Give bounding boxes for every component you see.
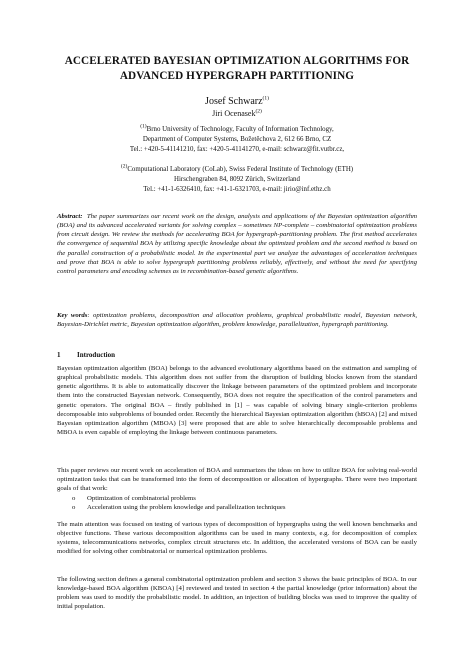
list-item <box>72 503 412 512</box>
affiliation-1-mark: (1) <box>140 123 147 130</box>
keywords <box>57 311 417 329</box>
goal-list <box>72 494 412 512</box>
bullet-mark: o <box>72 504 76 512</box>
author-list <box>0 95 474 119</box>
list-item-text: Acceleration using the problem knowledge and parallelization techniques <box>87 504 286 512</box>
title-line-2: ADVANCED HYPERGRAPH PARTITIONING <box>119 70 355 82</box>
list-item-text: Optimization of combinatorial problems <box>87 495 196 502</box>
affiliation-1-line-2: Department of Computer Systems, Božetěchova 2, 612 66 Brno, CZ <box>142 136 332 143</box>
affiliation-2-line-1: Computational Laboratory (CoLab), Swiss Federal Institute of Technology (ETH) <box>127 166 354 173</box>
keywords-label: Key words <box>57 312 88 319</box>
keywords-text: : optimization problems, decomposition and allocation problems, graphical probabilistic model, Bayesian network, Bayesian-Dirichlet metric, Bayesian optimization algorithm, problem knowledge, parallelization, hypergraph partitioning. <box>57 312 418 329</box>
section-number: 1 <box>57 351 61 359</box>
author-1-name: Josef Schwarz <box>205 96 263 107</box>
affiliation-1-line-3: Tel.: +420-5-41141210, fax: +420-5-41141270, e-mail: schwarz@fit.vutbr.cz, <box>129 146 345 153</box>
author-1 <box>0 95 474 108</box>
author-2-mark: (2) <box>255 108 262 115</box>
abstract <box>57 212 417 276</box>
affiliation-1-line-1: Brno University of Technology, Faculty of Information Technology, <box>146 126 334 133</box>
affiliation-2-line-3: Tel.: +41-1-6326410, fax: +41-1-6321703, e-mail: jirio@inf.ethz.ch <box>143 186 331 193</box>
affiliation-2-mark: (2) <box>120 163 128 170</box>
author-1-mark: (1) <box>262 95 269 102</box>
author-2 <box>0 108 474 119</box>
title-line-1: ACCELERATED BAYESIAN OPTIMIZATION ALGORITHMS FOR <box>64 55 410 67</box>
bullet-mark: o <box>72 495 76 502</box>
author-2-name: Jiri Ocenasek <box>212 109 256 118</box>
affiliation-2 <box>0 165 474 195</box>
paragraph-4: The following section defines a general combinatorial optimization problem and section 3 shows the basic principles of BOA. In our knowledge-based BOA algorithm (KBOA) [4] reviewed and tested in section 4 the partial knowledge (prior information) about the problem was used to modify the probabilistic model. In addition, an injection of building blocks was used to improve the quality of initial population. <box>57 576 417 611</box>
paragraph-1: Bayesian optimization algorithm (BOA) belongs to the advanced evolutionary algorithms based on the estimation and sampling of graphical probabilistic models. This algorithm does not suffer from the disruption of building blocks known from the standard genetic algorithms. It is able to automatically discover the linkage between parameters of the optimized problem and incorporate them into the constructed Bayesian network. Consequently, BOA does not require the specification of the control parameters and genetic operators. The original BOA – firstly published in [1] – was capable of solving binary single-criterion problems decomposable into subproblems of bounded order. Recently the hierarchical Bayesian optimization algorithm (hBOA) [2] and mixed Bayesian optimization algorithm (MBOA) [3] were proposed that are able to solve hierarchically decomposable problems and MBOA is even capable of employing the linkage between continuous parameters. <box>57 365 417 437</box>
affiliation-1 <box>0 125 474 155</box>
affiliation-2-line-2: Hirschengraben 84, 8092 Zürich, Switzerland <box>174 176 300 183</box>
section-heading <box>57 351 115 359</box>
abstract-label: Abstract: <box>57 213 83 220</box>
abstract-text: The paper summarizes our recent work on the design, analysis and applications of the Bayesian optimization algorithm (BOA) and its advanced accelerated variants for solving complex – sometimes NP-complete – combinatorial optimization problems from circuit design. We review the methods for accelerating BOA for hypergraph-partitioning problem. The first method accelerates the convergence of sequential BOA by utilizing specific knowledge about the optimized problem and the second method is based on the parallel construction of a probabilistic model. In the experimental part we analyze the advantages of acceleration techniques and prove that BOA is able to solve hypergraph partitioning problems reliably, effectively, and without the need for specifying control parameters and encoding schemes as in recombination-based genetic algorithms. <box>57 213 418 275</box>
paragraph-3: The main attention was focused on testing of various types of decomposition of hypergraphs using the well known benchmarks and objective functions. These various decomposition algorithms can be used in many contexts, e.g. for decomposition of complex systems, telecommunications networks, complex circuit structures etc. In addition, the accelerated versions of BOA can be easily modified for solving other combinatorial or numerical optimization problems. <box>57 521 417 556</box>
list-item <box>72 494 412 503</box>
section-title: Introduction <box>77 351 115 359</box>
paper-title <box>40 54 434 84</box>
paragraph-2: This paper reviews our recent work on acceleration of BOA and summarizes the ideas on how to utilize BOA for solving real-world optimization tasks that can be transformed into the form of decomposition or allocation of hypergraphs. There were two important goals of that work: <box>57 467 417 493</box>
